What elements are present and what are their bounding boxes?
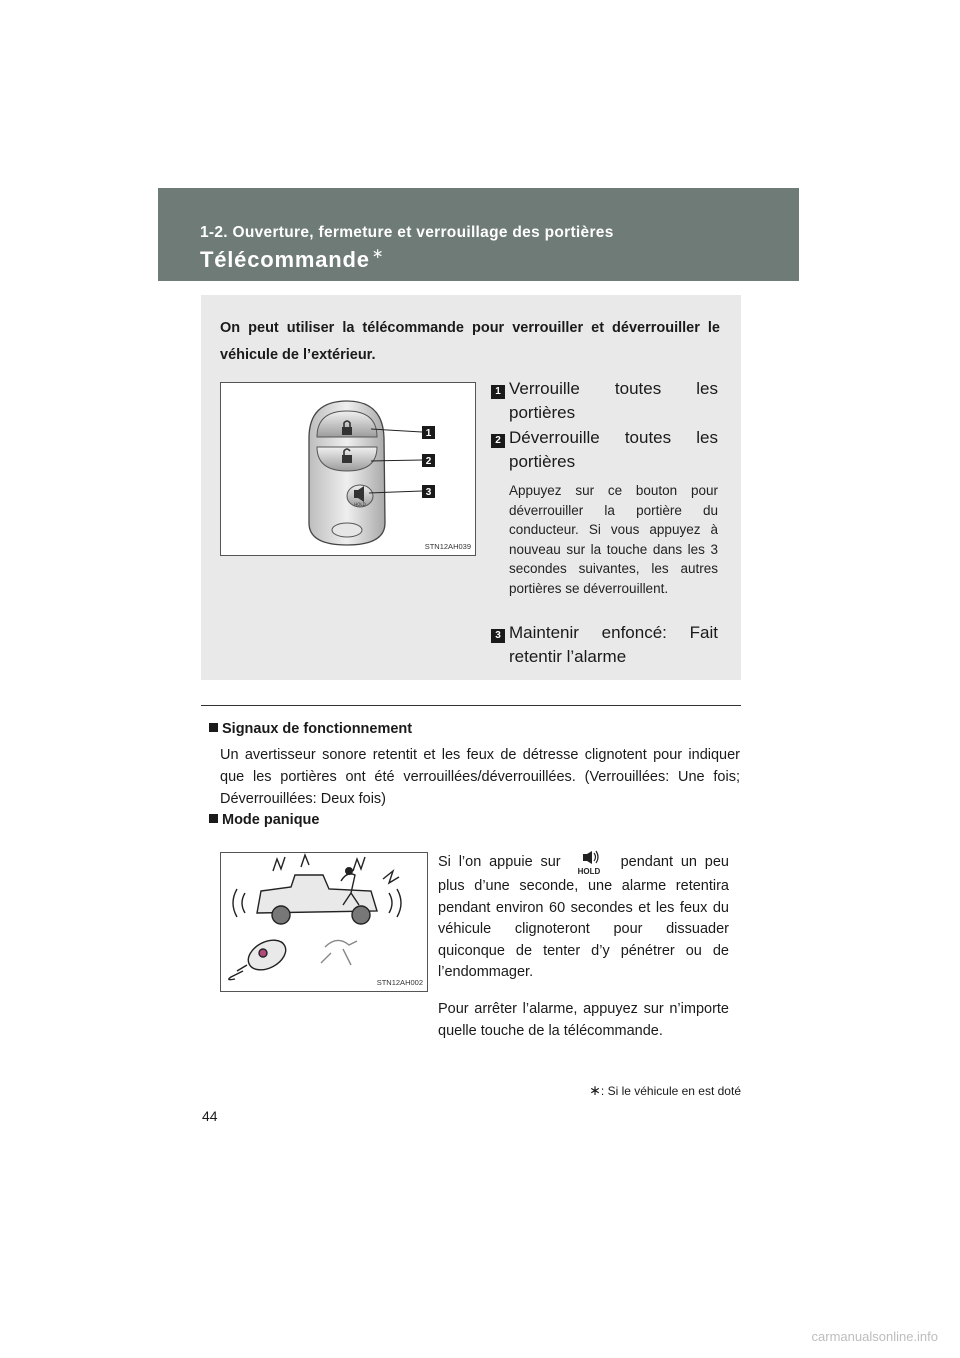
- item-number-3: 3: [491, 629, 505, 643]
- hold-icon: [569, 850, 613, 876]
- page-title: [200, 245, 384, 273]
- item-text-3: Maintenir enfoncé: Fait retentir l’alarme: [509, 623, 718, 666]
- svg-text:1: 1: [425, 428, 432, 439]
- footnote-mark: ∗: [589, 1082, 601, 1098]
- page-number: 44: [202, 1108, 218, 1124]
- watermark: carmanualsonline.info: [811, 1329, 938, 1344]
- panic-figure-caption: STN12AH002: [376, 978, 423, 987]
- item-note-2: Appuyez sur ce bouton pour déverrouiller la portière du conducteur. Si vous appuyez à nouveau sur la touche dans les 3 secondes suivantes, les autres portières se déverrouillent.: [509, 483, 718, 596]
- svg-text:3: 3: [425, 487, 432, 498]
- divider: [201, 705, 741, 706]
- info-box: [201, 295, 741, 680]
- item-text-2: Déverrouille toutes les portières: [509, 428, 718, 471]
- item-text-1: Verrouille toutes les portières: [509, 379, 718, 422]
- svg-text:2: 2: [425, 456, 432, 467]
- footnote: [589, 1082, 741, 1099]
- callout-3: [422, 485, 435, 498]
- panic-alarm-illustration: [221, 853, 427, 991]
- panique-stop-text: Pour arrêter l’alarme, appuyez sur n’importe quelle touche de la télécommande.: [438, 1001, 729, 1039]
- panique-text: [438, 850, 729, 984]
- item-number-2: 2: [491, 434, 505, 448]
- signaux-heading-text: Signaux de fonctionnement: [222, 721, 413, 737]
- intro-text: On peut utiliser la télécommande pour verrouiller et déverrouiller le véhicule de l’extérieur.: [220, 320, 720, 363]
- page-title-text: Télécommande: [200, 247, 370, 272]
- panic-figure: [220, 852, 428, 992]
- callout-1: [422, 426, 435, 439]
- signaux-text: Un avertisseur sonore retentit et les feux de détresse clignotent pour indiquer que les portières ont été verrouillées/déverrouillées. (Verrouillées: Une fois; Déverrouillées: Deux fois): [220, 747, 740, 807]
- svg-text:HOLD: HOLD: [577, 867, 600, 876]
- panique-text-after: pendant un peu plus d’une seconde, une alarme retentira pendant environ 60 secondes et les feux du véhicule clignoteront pour dissuader quiconque de tenter d’y pénétrer ou de l’endommager.: [438, 854, 729, 980]
- section-title: 1-2. Ouverture, fermeture et verrouillage des portières: [200, 224, 614, 241]
- remote-control-illustration: [221, 383, 475, 555]
- remote-figure: [220, 382, 476, 556]
- panique-heading-text: Mode panique: [222, 812, 320, 828]
- panique-text-before: Si l’on appuie sur: [438, 854, 561, 870]
- chapter-header: [158, 188, 799, 281]
- footnote-text: : Si le véhicule en est doté: [600, 1084, 741, 1098]
- figure-caption: STN12AH039: [424, 542, 471, 551]
- svg-text:HOLD: HOLD: [354, 502, 366, 507]
- signaux-heading: [209, 721, 412, 737]
- panique-heading: [209, 812, 319, 828]
- callout-2: [422, 454, 435, 467]
- optional-equipment-mark: ∗: [371, 245, 385, 261]
- item-number-1: 1: [491, 385, 505, 399]
